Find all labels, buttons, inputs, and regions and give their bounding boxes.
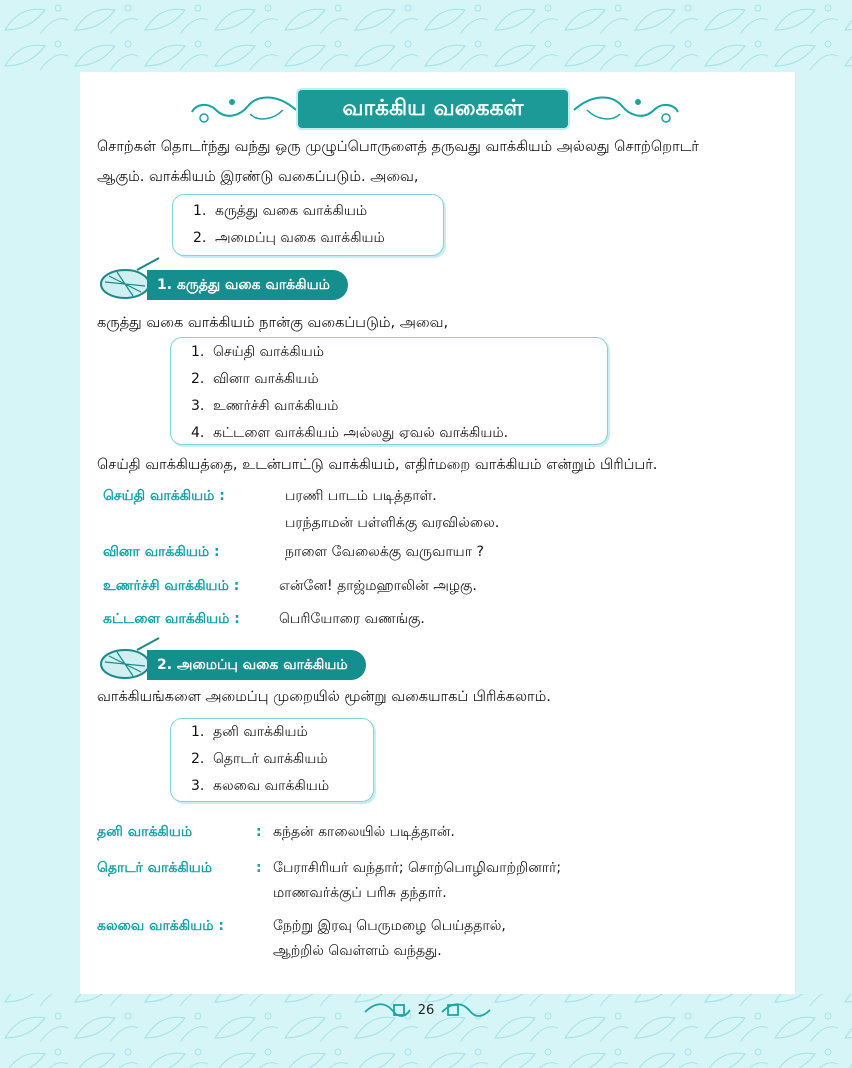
- list-item: 2. வினா வாக்கியம்: [191, 371, 319, 387]
- example-colon: :: [256, 860, 262, 876]
- main-types-list: [172, 194, 444, 256]
- example-text: மாணவர்க்குப் பரிசு தந்தார்.: [273, 885, 447, 901]
- example-label: உணர்ச்சி வாக்கியம் :: [103, 578, 240, 594]
- section1-note: செய்தி வாக்கியத்தை, உடன்பாட்டு வாக்கியம், எதிர்மறை வாக்கியம் என்றும் பிரிப்பர்.: [97, 457, 658, 473]
- page-title: வாக்கிய வகைகள்: [298, 90, 568, 128]
- title-banner: [188, 88, 678, 132]
- example-label: கட்டளை வாக்கியம் :: [103, 611, 240, 627]
- example-text: நேற்று இரவு பெருமழை பெய்ததால்,: [273, 918, 506, 934]
- list-item: 4. கட்டளை வாக்கியம் அல்லது ஏவல் வாக்கியம்.: [191, 425, 509, 441]
- example-label: தொடர் வாக்கியம்: [97, 860, 213, 876]
- example-text: என்னே! தாஜ்மஹாலின் அழகு.: [279, 578, 477, 594]
- intro-line-1: சொற்கள் தொடர்ந்து வந்து ஒரு முழுப்பொருளைத் தருவது வாக்கியம் அல்லது சொற்றொடர்: [97, 139, 699, 155]
- list-item: 3. உணர்ச்சி வாக்கியம்: [191, 398, 339, 414]
- list-item: 1. கருத்து வகை வாக்கியம்: [193, 203, 368, 219]
- section2-heading: 2. அமைப்பு வகை வாக்கியம்: [97, 650, 407, 680]
- example-text: கந்தன் காலையில் படித்தான்.: [273, 824, 455, 840]
- section1-intro: கருத்து வகை வாக்கியம் நான்கு வகைப்படும், அவை,: [97, 315, 449, 331]
- ornament-swirl-icon: [188, 92, 300, 128]
- example-text: பரணி பாடம் படித்தாள்.: [285, 488, 437, 504]
- list-item: 1. செய்தி வாக்கியம்: [191, 344, 324, 360]
- intro-line-2: ஆகும். வாக்கியம் இரண்டு வகைப்படும். அவை,: [97, 169, 419, 185]
- list-item: 2. அமைப்பு வகை வாக்கியம்: [193, 230, 385, 246]
- list-item: 2. தொடர் வாக்கியம்: [191, 751, 328, 767]
- page-number: 26: [417, 1003, 435, 1018]
- section1-list: [170, 337, 608, 445]
- example-label: வினா வாக்கியம் :: [103, 544, 220, 560]
- section1-heading: 1. கருத்து வகை வாக்கியம்: [97, 270, 407, 300]
- example-colon: :: [256, 824, 262, 840]
- example-label: செய்தி வாக்கியம் :: [103, 488, 225, 504]
- ornament-swirl-icon: [570, 92, 682, 128]
- list-item: 1. தனி வாக்கியம்: [191, 724, 308, 740]
- section2-list: [170, 718, 374, 802]
- example-label: தனி வாக்கியம்: [97, 824, 193, 840]
- example-text: பெரியோரை வணங்கு.: [279, 611, 425, 627]
- example-text: பேராசிரியர் வந்தார்; சொற்பொழிவாற்றினார்;: [273, 860, 562, 876]
- example-text: ஆற்றில் வெள்ளம் வந்தது.: [273, 943, 442, 959]
- example-label: கலவை வாக்கியம் :: [97, 918, 224, 934]
- section2-intro: வாக்கியங்களை அமைப்பு முறையில் மூன்று வகையாகப் பிரிக்கலாம்.: [97, 689, 551, 705]
- example-text: நாளை வேலைக்கு வருவாயா ?: [285, 544, 484, 560]
- list-item: 3. கலவை வாக்கியம்: [191, 778, 330, 794]
- example-text: பரந்தாமன் பள்ளிக்கு வரவில்லை.: [285, 515, 500, 531]
